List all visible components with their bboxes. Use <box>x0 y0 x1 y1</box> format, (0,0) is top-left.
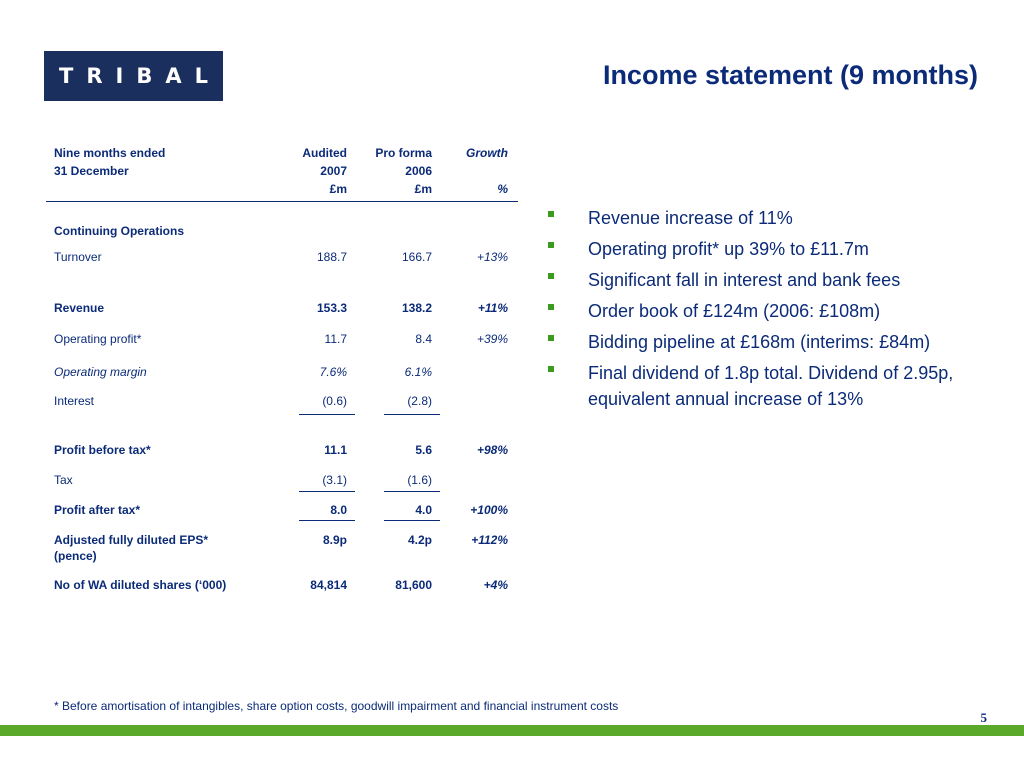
table-row <box>46 301 518 319</box>
row-value-2007: 7.6% <box>319 365 347 379</box>
row-value-2007: 84,814 <box>310 578 347 592</box>
row-growth: +112% <box>471 533 508 547</box>
row-value-2006: 81,600 <box>395 578 432 592</box>
table-row <box>46 578 518 596</box>
row-value-2007: (0.6) <box>322 394 347 408</box>
row-value-2006: 138.2 <box>401 301 432 315</box>
bullet-text: Significant fall in interest and bank fees <box>588 270 901 290</box>
total-line-2007 <box>299 520 355 521</box>
row-label: Turnover <box>54 250 102 264</box>
bullet-square-icon <box>548 211 554 217</box>
header-date: 31 December <box>54 164 129 178</box>
row-value-2007: 11.1 <box>324 443 347 457</box>
row-label: Operating profit* <box>54 332 142 346</box>
table-row <box>46 473 518 491</box>
bullet-text: Final dividend of 1.8p total. Dividend of 2.95p, equivalent annual increase of 13% <box>588 363 954 409</box>
bullet-square-icon <box>548 304 554 310</box>
bullet-text: Order book of £124m (2006: £108m) <box>588 301 881 321</box>
header-year-2006: 2006 <box>405 164 432 178</box>
subtotal-line-2007 <box>299 414 355 415</box>
row-value-2007: 8.9p <box>322 533 347 547</box>
section-label: Continuing Operations <box>54 224 184 238</box>
row-label: Interest <box>54 394 95 408</box>
page-number: 5 <box>980 710 987 725</box>
header-period-label: Nine months ended <box>54 146 166 160</box>
table-row <box>46 394 518 412</box>
row-label: Profit after tax* <box>54 503 141 517</box>
table-row <box>46 332 518 350</box>
table-header-row <box>46 146 518 164</box>
bullet-square-icon <box>548 273 554 279</box>
header-unit-growth: % <box>497 182 508 196</box>
row-value-2007: (3.1) <box>322 473 347 487</box>
row-label-continuation: (pence) <box>54 549 97 563</box>
table-row <box>46 365 518 383</box>
subtotal-line-2006 <box>384 491 440 492</box>
table-row <box>46 250 518 268</box>
row-growth: +11% <box>477 301 508 315</box>
header-audited: Audited <box>302 146 347 160</box>
section-label-row <box>46 224 518 242</box>
total-line-2006 <box>384 520 440 521</box>
row-label: Tax <box>54 473 73 487</box>
slide-title: Income statement (9 months) <box>602 60 978 90</box>
row-label: Profit before tax* <box>54 443 151 457</box>
row-growth: +4% <box>483 578 508 592</box>
subtotal-line-2007 <box>299 491 355 492</box>
tribal-logo: TRIBAL <box>44 51 223 101</box>
row-value-2006: 4.0 <box>415 503 432 517</box>
header-growth: Growth <box>466 146 508 160</box>
row-label: No of WA diluted shares (‘000) <box>54 578 227 592</box>
header-year-2007: 2007 <box>320 164 347 178</box>
header-unit-2006: £m <box>414 182 432 196</box>
subtotal-line-2006 <box>384 414 440 415</box>
table-header-row <box>46 182 518 200</box>
bullet-square-icon <box>548 335 554 341</box>
footnote: * Before amortisation of intangibles, share option costs, goodwill impairment and financial instrument costs <box>54 699 619 713</box>
row-value-2007: 188.7 <box>316 250 347 264</box>
row-growth: +98% <box>476 443 508 457</box>
row-value-2006: (2.8) <box>407 394 432 408</box>
row-value-2006: (1.6) <box>407 473 432 487</box>
row-label: Revenue <box>54 301 105 315</box>
row-value-2006: 6.1% <box>404 365 432 379</box>
row-value-2006: 166.7 <box>401 250 432 264</box>
bullet-square-icon <box>548 242 554 248</box>
table-row <box>46 443 518 461</box>
table-row-continuation <box>46 549 518 567</box>
table-header-row <box>46 164 518 182</box>
row-value-2007: 11.7 <box>324 332 347 346</box>
bullet-text: Revenue increase of 11% <box>588 208 793 228</box>
table-row <box>46 503 518 521</box>
row-value-2006: 5.6 <box>415 443 432 457</box>
row-value-2007: 8.0 <box>330 503 347 517</box>
row-growth: +39% <box>476 332 508 346</box>
row-value-2006: 4.2p <box>407 533 432 547</box>
row-growth: +100% <box>470 503 508 517</box>
row-label: Adjusted fully diluted EPS* <box>54 533 209 547</box>
header-divider <box>46 201 518 202</box>
row-growth: +13% <box>476 250 508 264</box>
bullet-text: Bidding pipeline at £168m (interims: £84m) <box>588 332 931 352</box>
row-label: Operating margin <box>54 365 147 379</box>
row-value-2007: 153.3 <box>316 301 347 315</box>
bullet-square-icon <box>548 366 554 372</box>
footer-green-bar <box>0 725 1024 736</box>
row-value-2006: 8.4 <box>415 332 432 346</box>
header-unit-2007: £m <box>329 182 347 196</box>
bullet-text: Operating profit* up 39% to £11.7m <box>588 239 869 259</box>
header-pro-forma: Pro forma <box>375 146 432 160</box>
